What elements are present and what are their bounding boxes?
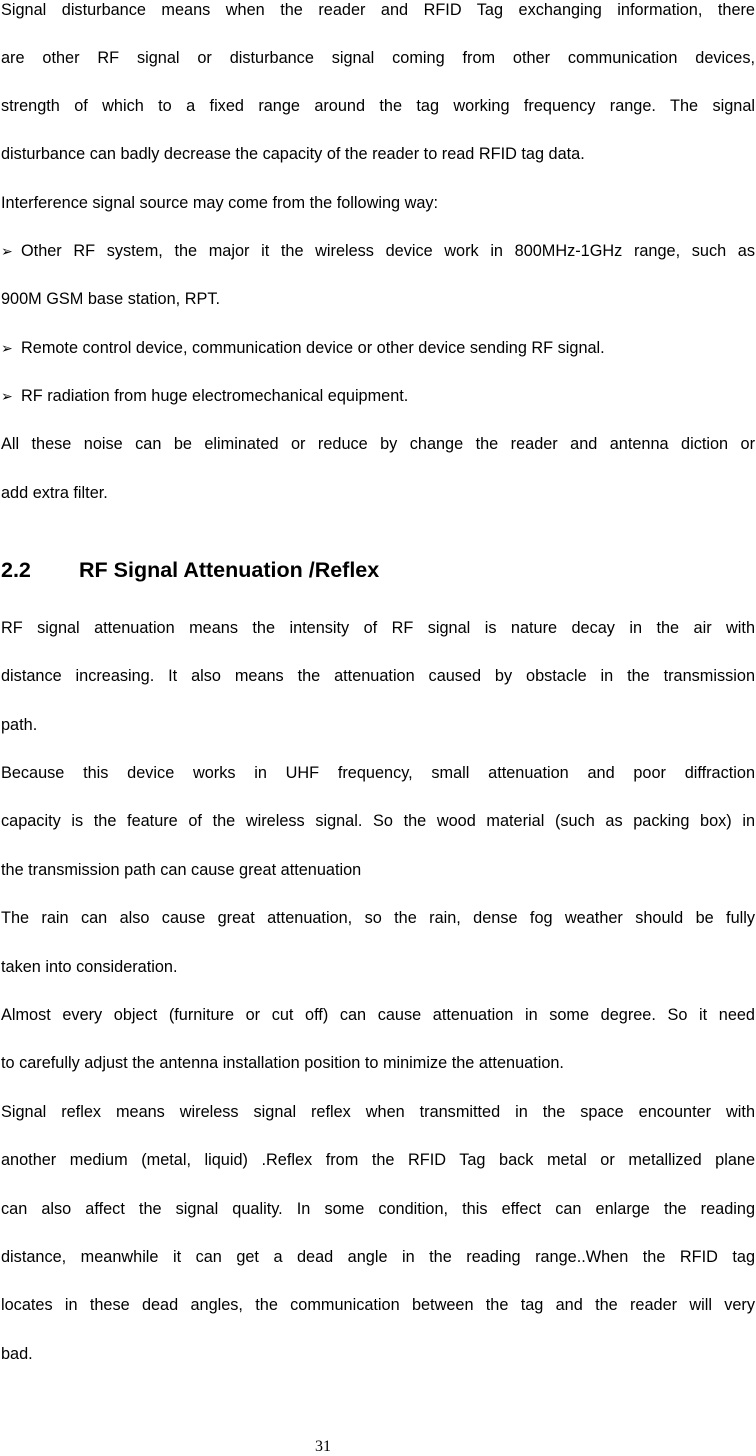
arrow-bullet-icon: ➢ xyxy=(1,389,13,405)
paragraph-line: can also affect the signal quality. In some condition, this effect can enlarge the reading xyxy=(1,1200,755,1218)
section-heading xyxy=(1,556,379,584)
bullet-text: RF radiation from huge electromechanical equipment. xyxy=(21,387,409,405)
paragraph-line: distance increasing. It also means the attenuation caused by obstacle in the transmission xyxy=(1,667,755,685)
paragraph-line: bad. xyxy=(1,1345,33,1363)
paragraph-line: disturbance can badly decrease the capacity of the reader to read RFID tag data. xyxy=(1,145,585,163)
section-number: 2.2 xyxy=(1,558,31,582)
paragraph-line: Almost every object (furniture or cut off) can cause attenuation in some degree. So it need xyxy=(1,1006,755,1024)
page-number: 31 xyxy=(315,1438,331,1455)
paragraph-line: strength of which to a fixed range around the tag working frequency range. The signal xyxy=(1,97,755,115)
paragraph-line: taken into consideration. xyxy=(1,958,178,976)
paragraph-line: to carefully adjust the antenna installation position to minimize the attenuation. xyxy=(1,1054,564,1072)
bullet-item xyxy=(1,241,755,262)
paragraph-line: the transmission path can cause great attenuation xyxy=(1,861,362,879)
bullet-text: Remote control device, communication device or other device sending RF signal. xyxy=(21,339,605,357)
paragraph-line: Signal reflex means wireless signal reflex when transmitted in the space encounter with xyxy=(1,1103,755,1121)
arrow-bullet-icon: ➢ xyxy=(1,341,13,357)
paragraph-line: The rain can also cause great attenuation, so the rain, dense fog weather should be fully xyxy=(1,909,755,927)
paragraph-line: Interference signal source may come from the following way: xyxy=(1,194,439,212)
paragraph-line: RF signal attenuation means the intensity of RF signal is nature decay in the air with xyxy=(1,619,755,637)
paragraph-line: another medium (metal, liquid) .Reflex from the RFID Tag back metal or metallized plane xyxy=(1,1151,755,1169)
bullet-item xyxy=(1,338,755,359)
paragraph-line: are other RF signal or disturbance signal coming from other communication devices, xyxy=(1,49,755,67)
paragraph-line: Because this device works in UHF frequency, small attenuation and poor diffraction xyxy=(1,764,755,782)
paragraph-line: add extra filter. xyxy=(1,484,108,502)
bullet-text: Other RF system, the major it the wireless device work in 800MHz-1GHz range, such as xyxy=(21,242,755,260)
paragraph-line: Signal disturbance means when the reader and RFID Tag exchanging information, there xyxy=(1,1,755,19)
paragraph-line: distance, meanwhile it can get a dead angle in the reading range..When the RFID tag xyxy=(1,1248,755,1266)
arrow-bullet-icon: ➢ xyxy=(1,244,13,260)
paragraph-line: capacity is the feature of the wireless signal. So the wood material (such as packing box) in xyxy=(1,812,755,830)
section-title: RF Signal Attenuation /Reflex xyxy=(79,558,380,582)
bullet-continuation: 900M GSM base station, RPT. xyxy=(1,290,220,308)
paragraph-line: path. xyxy=(1,716,38,734)
paragraph-line: locates in these dead angles, the communication between the tag and the reader will very xyxy=(1,1296,755,1314)
bullet-item xyxy=(1,386,755,407)
paragraph-line: All these noise can be eliminated or reduce by change the reader and antenna diction or xyxy=(1,435,755,453)
